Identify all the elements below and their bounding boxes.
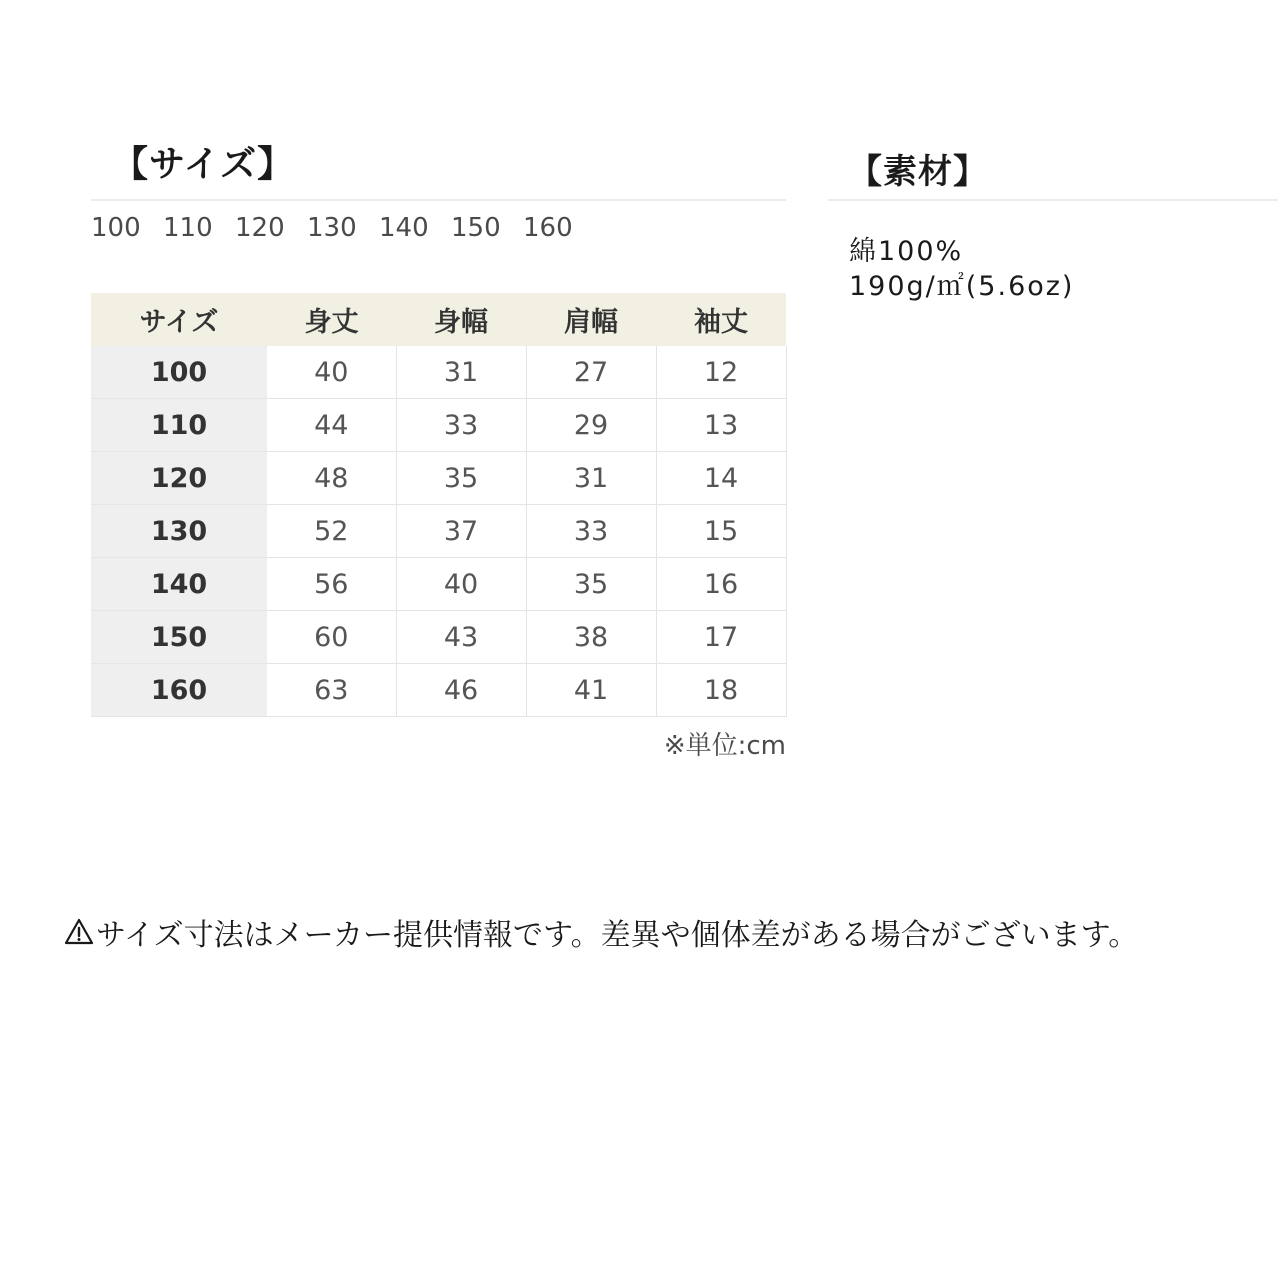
table-cell: 27	[526, 346, 656, 399]
available-size-item: 150	[451, 213, 501, 243]
table-cell: 48	[267, 452, 396, 505]
material-composition: 綿100%	[849, 236, 964, 267]
row-size-label: 100	[91, 346, 267, 399]
header-shoulder-width: 肩幅	[526, 293, 656, 346]
table-header-row	[91, 293, 786, 346]
table-cell: 46	[396, 664, 526, 717]
row-size-label: 150	[91, 611, 267, 664]
table-cell: 14	[656, 452, 786, 505]
table-row	[91, 505, 786, 558]
table-cell: 35	[396, 452, 526, 505]
table-cell: 56	[267, 558, 396, 611]
table-cell: 40	[267, 346, 396, 399]
table-cell: 17	[656, 611, 786, 664]
table-cell: 33	[396, 399, 526, 452]
notice-text: サイズ寸法はメーカー提供情報です。差異や個体差がある場合がございます。	[96, 918, 1139, 953]
size-section-divider	[91, 199, 786, 201]
size-section-title: 【サイズ】	[112, 144, 295, 185]
table-cell: 37	[396, 505, 526, 558]
table-cell: 41	[526, 664, 656, 717]
available-size-item: 160	[523, 213, 573, 243]
available-size-item: 110	[163, 213, 213, 243]
material-details	[849, 234, 1074, 304]
table-cell: 31	[396, 346, 526, 399]
table-row	[91, 452, 786, 505]
header-size: サイズ	[91, 293, 267, 346]
table-cell: 29	[526, 399, 656, 452]
available-size-list	[91, 213, 595, 243]
row-size-label: 140	[91, 558, 267, 611]
row-size-label: 160	[91, 664, 267, 717]
table-cell: 44	[267, 399, 396, 452]
table-row	[91, 399, 786, 452]
table-cell: 15	[656, 505, 786, 558]
unit-note: ※単位:cm	[663, 731, 786, 761]
table-row	[91, 664, 786, 717]
table-cell: 52	[267, 505, 396, 558]
warning-icon	[64, 918, 94, 946]
table-cell: 40	[396, 558, 526, 611]
available-size-item: 140	[379, 213, 429, 243]
material-weight: 190g/㎡(5.6oz)	[849, 271, 1075, 302]
available-size-item: 130	[307, 213, 357, 243]
header-body-length: 身丈	[267, 293, 396, 346]
table-cell: 33	[526, 505, 656, 558]
header-body-width: 身幅	[396, 293, 526, 346]
table-cell: 13	[656, 399, 786, 452]
table-row	[91, 558, 786, 611]
table-cell: 38	[526, 611, 656, 664]
material-section-title: 【素材】	[848, 152, 988, 192]
row-size-label: 120	[91, 452, 267, 505]
table-cell: 60	[267, 611, 396, 664]
available-size-item: 100	[91, 213, 141, 243]
table-cell: 18	[656, 664, 786, 717]
material-section-divider	[828, 199, 1278, 201]
table-cell: 43	[396, 611, 526, 664]
available-size-item: 120	[235, 213, 285, 243]
table-cell: 16	[656, 558, 786, 611]
table-cell: 35	[526, 558, 656, 611]
header-sleeve-length: 袖丈	[656, 293, 786, 346]
table-cell: 12	[656, 346, 786, 399]
size-chart-table	[91, 293, 787, 717]
table-cell: 31	[526, 452, 656, 505]
table-cell: 63	[267, 664, 396, 717]
row-size-label: 130	[91, 505, 267, 558]
size-notice	[64, 910, 1138, 954]
table-row	[91, 346, 786, 399]
table-row	[91, 611, 786, 664]
row-size-label: 110	[91, 399, 267, 452]
